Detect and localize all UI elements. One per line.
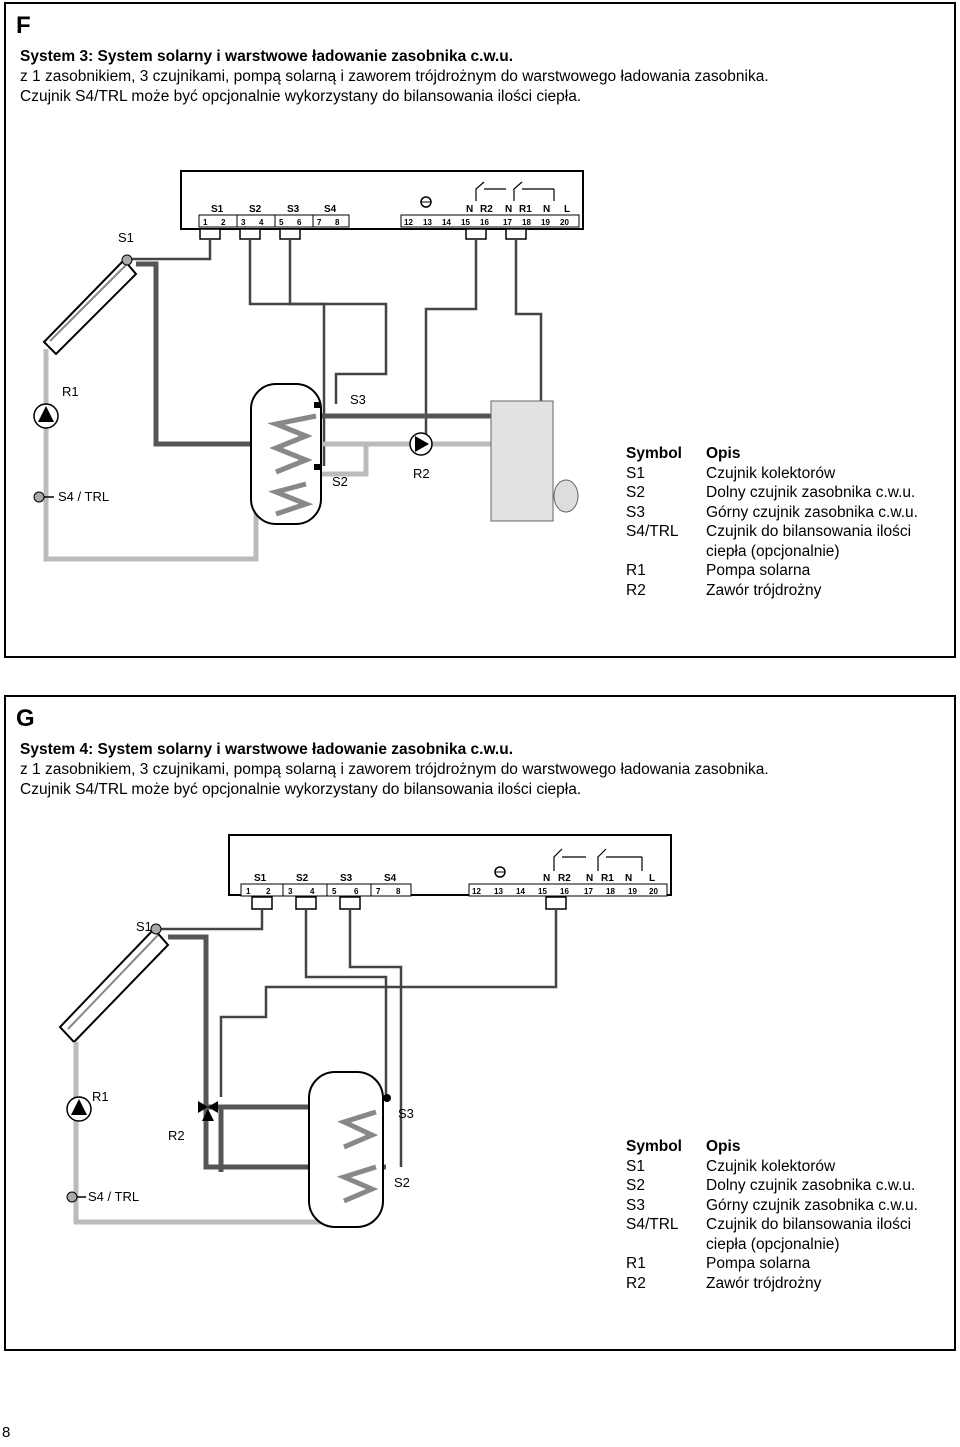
- controller-box: [229, 835, 671, 896]
- terminal-label-s3: S3: [287, 204, 300, 215]
- label-r2: R2: [168, 1128, 185, 1143]
- svg-text:13: 13: [423, 218, 432, 227]
- label-s3: S3: [350, 392, 366, 407]
- svg-text:13: 13: [494, 887, 503, 896]
- panel-title: System 3: System solarny i warstwowe ładowanie zasobnika c.w.u.: [20, 48, 514, 65]
- description-line-1: z 1 zasobnikiem, 3 czujnikami, pompą solarną i zaworem trójdrożnym do warstwowego ładowania zasobnika.: [20, 68, 769, 85]
- svg-text:5: 5: [279, 218, 284, 227]
- label-s4-trl: S4 / TRL: [88, 1189, 140, 1204]
- svg-text:1: 1: [203, 218, 208, 227]
- pump-r1: [34, 404, 58, 428]
- solar-collector: [44, 255, 136, 354]
- svg-text:S2: S2: [296, 873, 309, 884]
- pump-r1: [67, 1097, 91, 1121]
- storage-tank: [251, 384, 321, 524]
- svg-text:18: 18: [606, 887, 615, 896]
- terminal-label-s4: S4: [324, 204, 337, 215]
- svg-text:8: 8: [396, 887, 401, 896]
- svg-text:L: L: [649, 873, 656, 884]
- label-s1: S1: [136, 919, 152, 934]
- svg-text:14: 14: [442, 218, 451, 227]
- svg-text:6: 6: [297, 218, 302, 227]
- terminal-label-r2: R2: [480, 204, 493, 215]
- svg-text:R1: R1: [601, 873, 614, 884]
- svg-text:7: 7: [317, 218, 322, 227]
- svg-text:16: 16: [480, 218, 489, 227]
- boiler: [491, 401, 578, 521]
- label-r1: R1: [62, 384, 79, 399]
- solar-collector: [60, 924, 168, 1042]
- legend: Symbol Opis S1 Czujnik kolektorów S2 Dolny czujnik zasobnika c.w.u. S3 Górny czujnik zasobnika c.w.u. S4/TRL Czujnik do bilansowania ilości ciepła (opcjonalnie) R1 Pompa solarna R2 Zawór trójdrożny: [626, 1138, 918, 1292]
- terminal-label-n2: N: [505, 204, 513, 215]
- svg-text:7: 7: [376, 887, 381, 896]
- svg-text:S3: S3: [340, 873, 353, 884]
- svg-text:3: 3: [241, 218, 246, 227]
- terminal-label-s2: S2: [249, 204, 262, 215]
- svg-text:2: 2: [266, 887, 271, 896]
- label-s3: S3: [398, 1106, 414, 1121]
- panel-letter: G: [16, 705, 35, 732]
- valve-r2: [410, 433, 432, 455]
- label-s4-trl: S4 / TRL: [58, 489, 110, 504]
- svg-text:N: N: [586, 873, 594, 884]
- label-s2: S2: [394, 1175, 410, 1190]
- svg-text:5: 5: [332, 887, 337, 896]
- svg-text:12: 12: [472, 887, 481, 896]
- svg-text:17: 17: [503, 218, 512, 227]
- svg-text:15: 15: [538, 887, 547, 896]
- svg-text:14: 14: [516, 887, 525, 896]
- svg-text:4: 4: [259, 218, 264, 227]
- terminal-label-r1: R1: [519, 204, 532, 215]
- svg-text:R2: R2: [558, 873, 571, 884]
- terminal-label-n3: N: [543, 204, 551, 215]
- terminal-label-s1: S1: [211, 204, 224, 215]
- svg-text:S1: S1: [254, 873, 267, 884]
- legend: Symbol Opis S1 Czujnik kolektorów S2 Dolny czujnik zasobnika c.w.u. S3 Górny czujnik zasobnika c.w.u. S4/TRL Czujnik do bilansowania ilości ciepła (opcjonalnie) R1 Pompa solarna R2 Zawór trójdrożny: [626, 445, 918, 599]
- description-line-2: Czujnik S4/TRL może być opcjonalnie wykorzystany do bilansowania ilości ciepła.: [20, 781, 582, 798]
- panel-system-4: [4, 695, 956, 1351]
- label-s1: S1: [118, 230, 134, 245]
- svg-text:3: 3: [288, 887, 293, 896]
- page-number: 8: [2, 1424, 11, 1441]
- terminal-label-n1: N: [466, 204, 474, 215]
- svg-text:1: 1: [246, 887, 251, 896]
- svg-text:N: N: [625, 873, 633, 884]
- label-r2: R2: [413, 466, 430, 481]
- svg-text:S4: S4: [384, 873, 397, 884]
- svg-text:8: 8: [335, 218, 340, 227]
- controller-box: [181, 171, 583, 229]
- svg-text:20: 20: [560, 218, 569, 227]
- description-line-1: z 1 zasobnikiem, 3 czujnikami, pompą solarną i zaworem trójdrożnym do warstwowego ładowania zasobnika.: [20, 761, 769, 778]
- label-r1: R1: [92, 1089, 109, 1104]
- svg-text:6: 6: [354, 887, 359, 896]
- svg-text:15: 15: [461, 218, 470, 227]
- svg-text:2: 2: [221, 218, 226, 227]
- panel-system-3: [4, 2, 956, 658]
- svg-text:19: 19: [628, 887, 637, 896]
- svg-text:19: 19: [541, 218, 550, 227]
- svg-text:17: 17: [584, 887, 593, 896]
- svg-text:18: 18: [522, 218, 531, 227]
- svg-text:N: N: [543, 873, 551, 884]
- storage-tank: [309, 1072, 383, 1227]
- description-line-2: Czujnik S4/TRL może być opcjonalnie wykorzystany do bilansowania ilości ciepła.: [20, 88, 582, 105]
- label-s2: S2: [332, 474, 348, 489]
- svg-text:4: 4: [310, 887, 315, 896]
- terminal-label-l: L: [564, 204, 571, 215]
- panel-title: System 4: System solarny i warstwowe ładowanie zasobnika c.w.u.: [20, 741, 514, 758]
- svg-text:12: 12: [404, 218, 413, 227]
- svg-text:16: 16: [560, 887, 569, 896]
- panel-letter: F: [16, 12, 31, 39]
- svg-text:20: 20: [649, 887, 658, 896]
